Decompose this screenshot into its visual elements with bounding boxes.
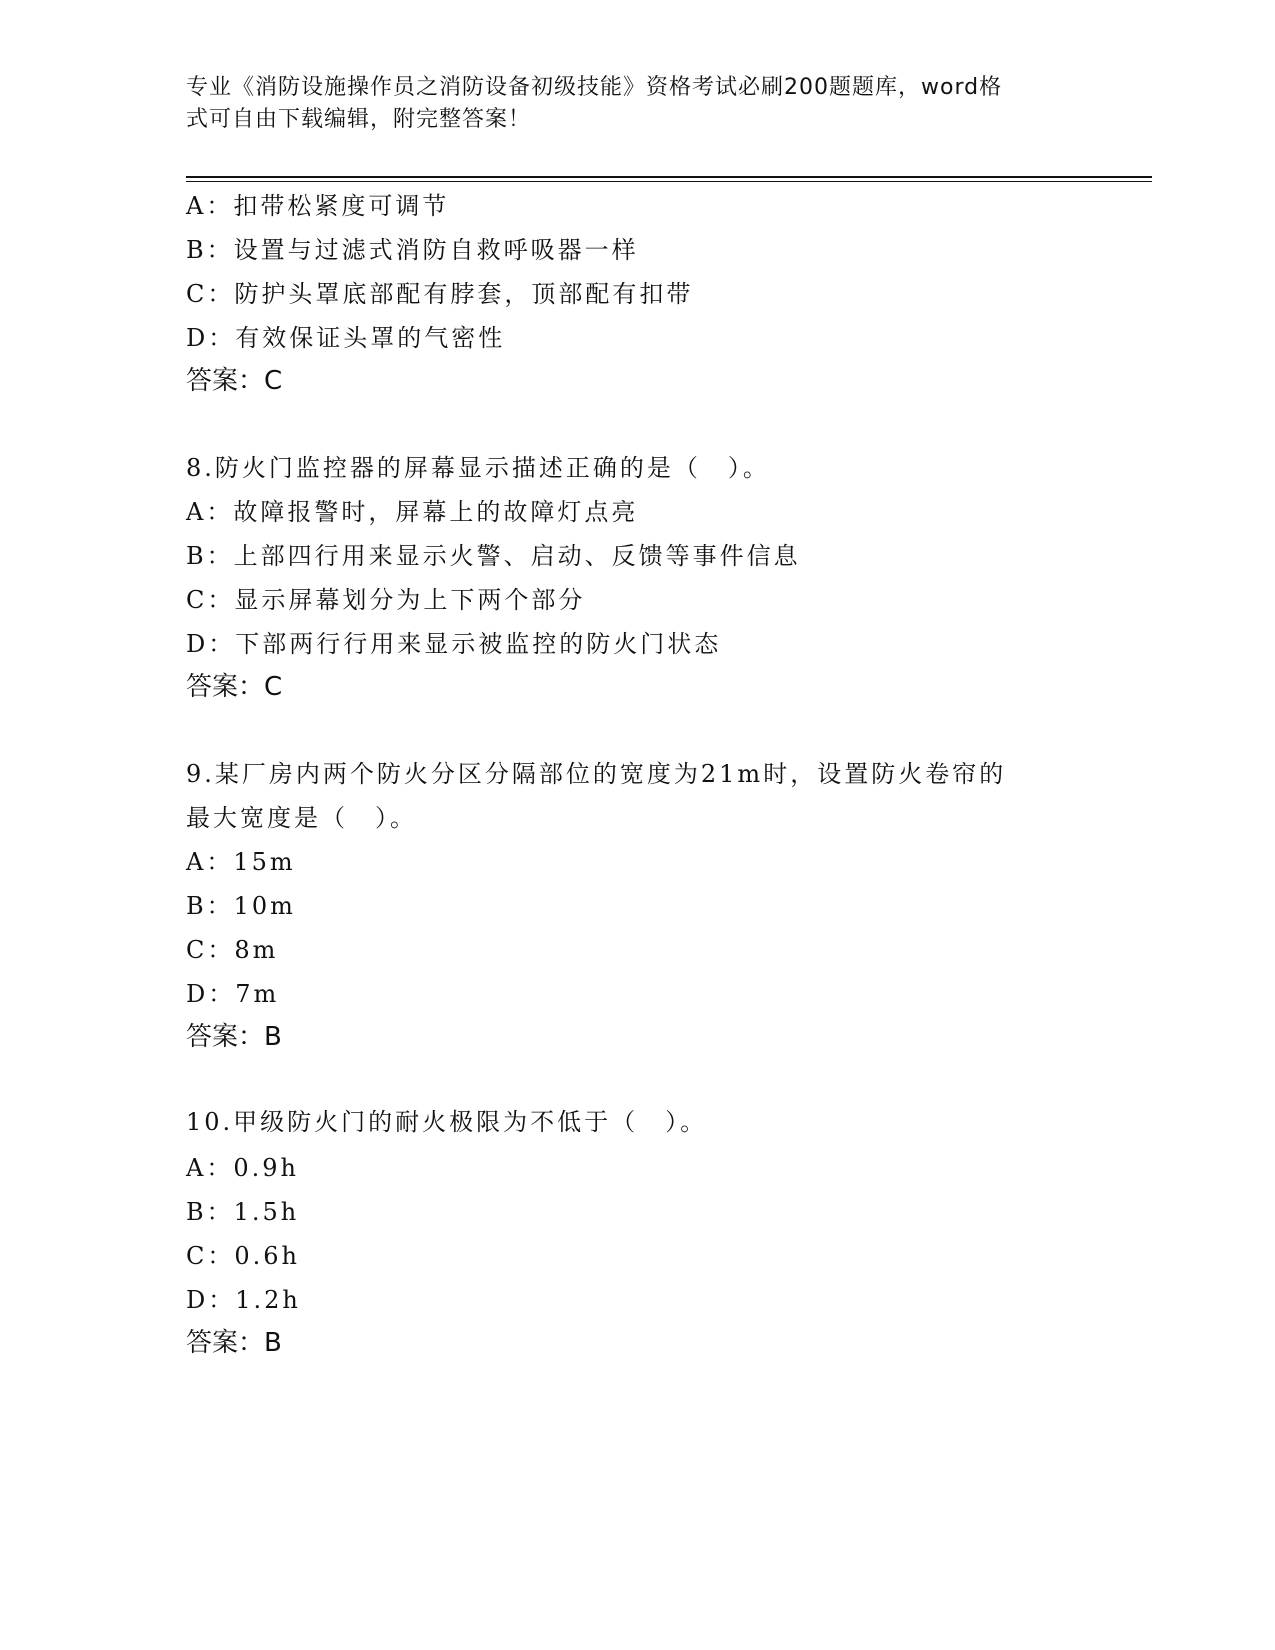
q9-question-line-2: 最大宽度是（ ）。 xyxy=(186,804,417,832)
document-header xyxy=(186,72,1066,136)
header-line-1: 专业《消防设施操作员之消防设备初级技能》资格考试必刷200题题库，word格 xyxy=(186,75,1003,100)
q8-option-a: A：故障报警时，屏幕上的故障灯点亮 xyxy=(186,498,639,526)
header-divider-thin xyxy=(186,181,1152,182)
q8-question: 8.防火门监控器的屏幕显示描述正确的是（ ）。 xyxy=(186,454,770,482)
q8-option-d: D：下部两行行用来显示被监控的防火门状态 xyxy=(186,630,722,658)
q10-option-a: A：0.9h xyxy=(186,1154,299,1182)
q10-option-c: C：0.6h xyxy=(186,1242,300,1270)
q9-option-b: B：10m xyxy=(186,892,296,920)
q9-option-a: A：15m xyxy=(186,848,296,876)
header-divider-thick xyxy=(186,176,1152,178)
q10-answer: 答案：B xyxy=(186,1328,282,1358)
q7-option-a: A：扣带松紧度可调节 xyxy=(186,192,450,220)
q9-option-c: C：8m xyxy=(186,936,279,964)
q7-option-c: C：防护头罩底部配有脖套，顶部配有扣带 xyxy=(186,280,694,308)
q10-question: 10.甲级防火门的耐火极限为不低于（ ）。 xyxy=(186,1108,708,1136)
q7-option-d: D：有效保证头罩的气密性 xyxy=(186,324,506,352)
q10-option-b: B：1.5h xyxy=(186,1198,300,1226)
q9-question-line-1: 9.某厂房内两个防火分区分隔部位的宽度为21m时，设置防火卷帘的 xyxy=(186,760,1007,788)
q7-answer: 答案：C xyxy=(186,366,283,396)
q9-answer: 答案：B xyxy=(186,1022,282,1052)
q8-option-c: C：显示屏幕划分为上下两个部分 xyxy=(186,586,586,614)
q8-answer: 答案：C xyxy=(186,672,283,702)
q10-option-d: D：1.2h xyxy=(186,1286,301,1314)
q9-option-d: D：7m xyxy=(186,980,280,1008)
header-line-2: 式可自由下载编辑，附完整答案！ xyxy=(186,107,532,132)
q8-option-b: B：上部四行用来显示火警、启动、反馈等事件信息 xyxy=(186,542,801,570)
q7-option-b: B：设置与过滤式消防自救呼吸器一样 xyxy=(186,236,639,264)
